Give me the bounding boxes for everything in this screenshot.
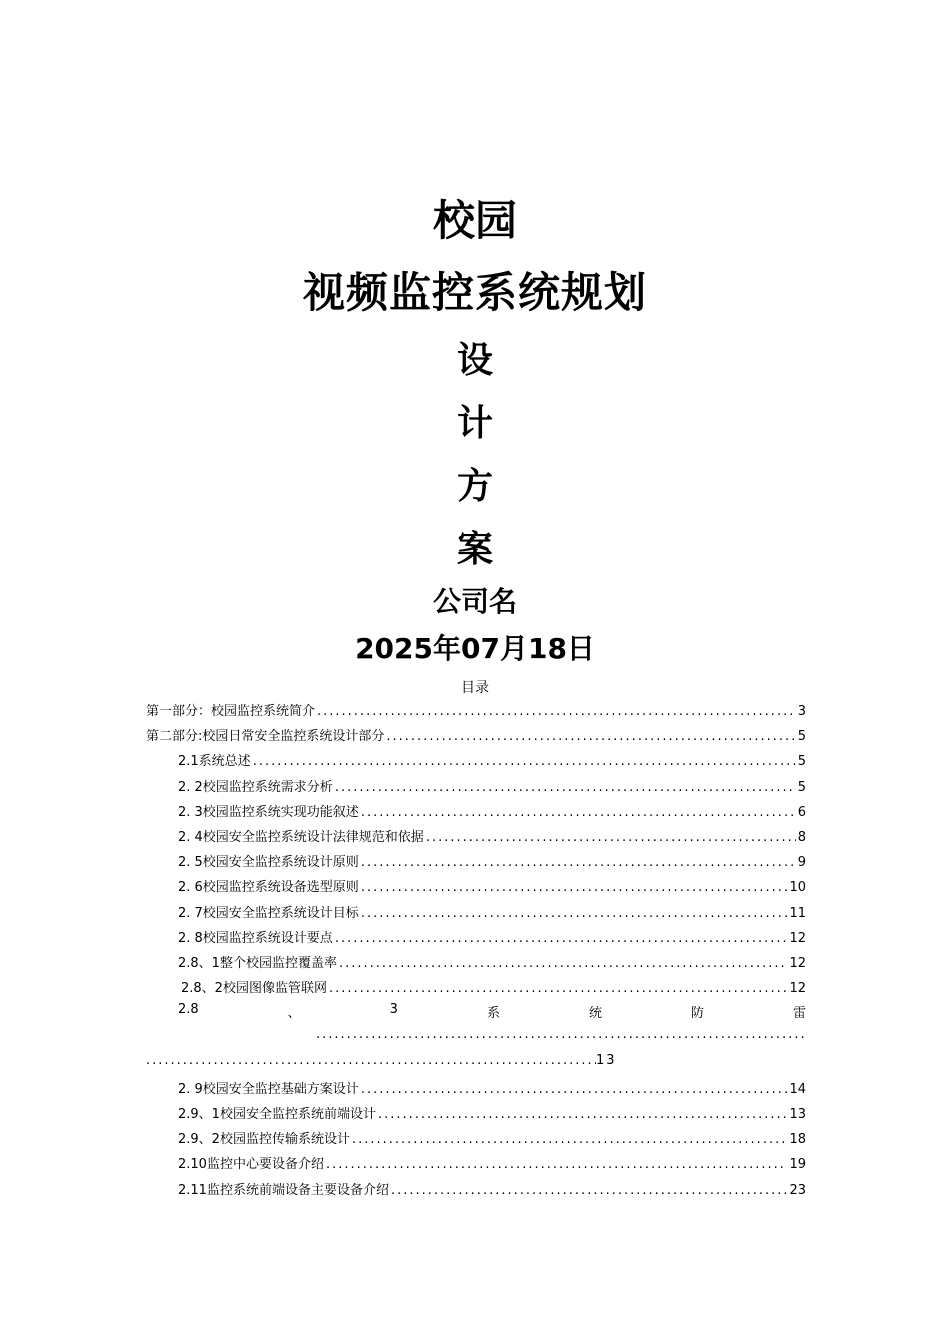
toc-leader-row: [146, 1053, 806, 1078]
toc-entry-label: 2.11监控系统前端设备主要设备介绍: [178, 1182, 389, 1198]
toc-entry-label: 2.10监控中心要设备介绍: [178, 1157, 324, 1173]
toc-entry-label: 2. 5校园安全监控系统设计原则: [178, 855, 359, 871]
toc-entry-page: 5: [797, 754, 806, 770]
toc-leader-dots: [361, 1082, 788, 1097]
toc-entry-part: 3: [389, 1002, 398, 1018]
toc-entry-label: 2.1系统总述: [178, 754, 251, 770]
toc-entry-label: 2. 7校园安全监控系统设计目标: [178, 905, 359, 921]
toc-entry-justified[interactable]: [146, 1002, 806, 1027]
toc-leader-dots: [352, 1132, 788, 1147]
toc-entry-label: 2. 4校园安全监控系统设计法律规范和依据: [178, 829, 424, 845]
toc-leader-dots: [326, 1157, 788, 1172]
toc-entry-part: 2.8: [178, 1002, 199, 1018]
toc-entry-part: 雷: [792, 1006, 806, 1022]
toc-entry-part: 系: [486, 1006, 500, 1022]
toc-entry[interactable]: [146, 1128, 806, 1153]
toc-entry[interactable]: [146, 927, 806, 952]
toc-entry-page: 9: [797, 855, 806, 871]
cover-title-char-1: 设: [456, 339, 493, 381]
toc-heading: 目录: [461, 680, 489, 696]
toc-entry[interactable]: [146, 902, 806, 927]
toc-entry[interactable]: [146, 750, 806, 775]
toc-leader-dots: [146, 1053, 596, 1078]
toc-entry[interactable]: [146, 1103, 806, 1128]
cover-title-char-2: 计: [456, 402, 493, 444]
toc-leader-dots: [386, 729, 795, 744]
toc-entry-label: 2. 8校园监控系统设计要点: [178, 930, 333, 946]
toc-entry-label: 2. 6校园监控系统设备选型原则: [178, 880, 359, 896]
toc-entry-page: 12: [789, 955, 806, 971]
toc-entry-page: 19: [789, 1157, 806, 1173]
toc-leader-dots: [426, 830, 796, 845]
toc-entry[interactable]: [146, 826, 806, 851]
toc-entry-page: 8: [797, 829, 806, 845]
toc-leader-dots: [361, 805, 796, 820]
toc-entry-label: 2. 9校园安全监控基础方案设计: [178, 1081, 359, 1097]
toc-entry-page: 23: [789, 1182, 806, 1198]
toc-entry[interactable]: [146, 952, 806, 977]
toc-entry[interactable]: [146, 1179, 806, 1204]
toc-leader-dots: [361, 880, 788, 895]
toc-entry-page: 13: [596, 1052, 617, 1068]
toc-entry-part: 统: [588, 1006, 602, 1022]
toc-entry[interactable]: [146, 801, 806, 826]
toc-entry[interactable]: [146, 1153, 806, 1178]
toc-entry-label: 2. 3校园监控系统实现功能叙述: [178, 804, 359, 820]
toc-entry-part: 、: [287, 1006, 301, 1022]
toc-entry-page: 11: [789, 905, 806, 921]
toc-leader-dots: [253, 754, 796, 769]
toc-entry[interactable]: [146, 876, 806, 901]
toc-leader-dots: [146, 1027, 806, 1052]
toc-entry[interactable]: [146, 1078, 806, 1103]
toc-entry[interactable]: [146, 851, 806, 876]
toc-entry-page: 10: [789, 880, 806, 896]
toc-entry-part: 防: [690, 1006, 704, 1022]
toc-entry-page: 6: [797, 804, 806, 820]
toc-leader-dots: [339, 956, 788, 971]
cover-title-line-2: 视频监控系统规划: [302, 268, 647, 317]
toc-entry[interactable]: [146, 700, 806, 725]
toc-entry-page: 14: [789, 1081, 806, 1097]
toc-entry-label: 2. 2校园监控系统需求分析: [178, 779, 333, 795]
cover-title-char-4: 案: [456, 528, 493, 570]
toc-entry-label: 第二部分:校园日常安全监控系统设计部分: [146, 729, 385, 745]
toc-entry[interactable]: [146, 725, 806, 750]
toc-entry-label: 2.9、1校园安全监控系统前端设计: [178, 1107, 376, 1122]
toc-entry-label: 2.9、2校园监控传输系统设计: [178, 1132, 350, 1148]
cover-title-char-3: 方: [456, 465, 493, 507]
toc-leader-dots: [378, 1107, 788, 1122]
document-date: 2025年07月18日: [355, 632, 595, 665]
toc-entry-label: 2.8、2校园图像监管联网: [181, 981, 327, 997]
toc-entry-page: 13: [789, 1107, 806, 1122]
company-name: 公司名: [432, 585, 517, 618]
toc-entry-label: 2.8、1整个校园监控覆盖率: [178, 955, 337, 971]
toc-entry[interactable]: [146, 776, 806, 801]
table-of-contents: [146, 700, 806, 1204]
toc-entry-page: 12: [789, 981, 806, 997]
toc-entry-page: 5: [797, 779, 806, 795]
toc-leader-dots: [361, 906, 788, 921]
toc-entry-page: 18: [789, 1132, 806, 1148]
toc-leader-dots: [329, 981, 788, 996]
cover-title-line-1: 校园: [432, 196, 517, 245]
toc-leader-dots: [335, 931, 788, 946]
toc-entry-page: 5: [797, 729, 806, 745]
toc-leader-dots: [361, 855, 796, 870]
toc-leader-dots: [391, 1183, 788, 1198]
toc-entry-page: 12: [789, 930, 806, 946]
toc-entry-label: 第一部分：校园监控系统简介: [146, 704, 316, 719]
toc-entry-page: 3: [797, 704, 806, 719]
toc-leader-dots: [335, 780, 796, 795]
toc-entry[interactable]: [146, 977, 806, 1002]
toc-leader-dots: [317, 704, 796, 719]
